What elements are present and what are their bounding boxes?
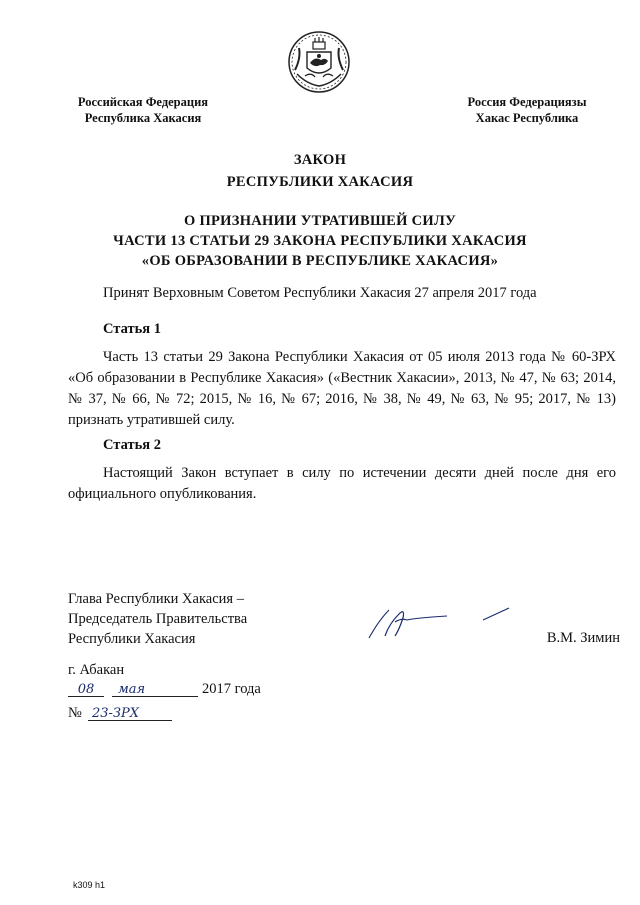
signatory-name: В.М. Зимин [546,630,620,646]
document-title [0,149,640,193]
position-line3: Республики Хакасия [68,631,196,647]
header-right [446,94,608,126]
date-day-value: 08 [77,682,95,697]
date-line [68,679,308,699]
header-left [62,94,224,126]
position-line1: Глава Республики Хакасия – [68,591,244,607]
subject-line1: О ПРИЗНАНИИ УТРАТИВШЕЙ СИЛУ [183,213,457,229]
date-month-value: мая [118,682,146,697]
article2-text: Настоящий Закон вступает в силу по истечении десяти дней после дня его официального опубликования. [68,465,616,502]
header-right-line1: Россия Федерациязы [467,95,587,109]
number-value: 23-ЗРХ [92,706,140,721]
subject-line3: «ОБ ОБРАЗОВАНИИ В РЕСПУБЛИКЕ ХАКАСИЯ» [141,253,499,269]
header-right-line2: Хакас Республика [475,111,579,125]
footer-code: k309 h1 [73,880,106,890]
article2-heading: Статья 2 [103,437,161,453]
header-left-line2: Республика Хакасия [84,111,202,125]
date-year: 2017 года [202,681,261,697]
number-line [68,703,268,723]
coat-of-arms-icon [287,30,351,94]
number-field [88,703,172,721]
article1-heading: Статья 1 [103,321,161,337]
city: г. Абакан [68,662,125,678]
title-line2: РЕСПУБЛИКИ ХАКАСИЯ [226,174,414,190]
date-month-field [112,679,198,697]
position-line2: Председатель Правительства [68,611,248,627]
article1-text: Часть 13 статьи 29 Закона Республики Хакасия от 05 июля 2013 года № 60-ЗРХ «Об образовании в Республике Хакасия» («Вестник Хакасии», 2013, № 47, № 63; 2014, № 37, № 66, № 72; 2015, № 16, № 67; 2016, № 38, № 49, № 63, № 95; 2017, № 13) признать утратившей силу. [68,349,616,428]
adopted-line: Принят Верховным Советом Республики Хакасия 27 апреля 2017 года [103,285,537,301]
header-left-line1: Российская Федерация [77,95,209,109]
date-day-field [68,679,104,697]
signatory-position [68,589,328,649]
subject-line2: ЧАСТИ 13 СТАТЬИ 29 ЗАКОНА РЕСПУБЛИКИ ХАКАСИЯ [113,233,527,249]
handwritten-signature [355,596,515,642]
title-line1: ЗАКОН [293,152,347,168]
number-prefix: № [68,705,82,721]
document-subject [0,211,640,271]
